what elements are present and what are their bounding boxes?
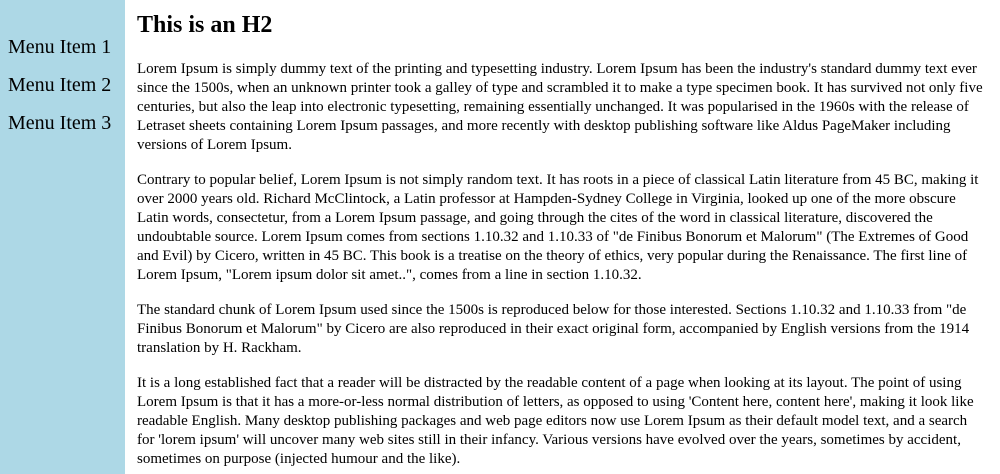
paragraph-standard-chunk: The standard chunk of Lorem Ipsum used since the 1500s is reproduced below for those interested. Sections 1.10.32 and 1.10.33 from "de Finibus Bonorum et Malorum" by Cicero are also reproduced in their exact original form, accompanied by English versions from the 1914 translation by H. Rackham. — [137, 302, 970, 356]
sidebar-item-menu-item-2[interactable]: Menu Item 2 — [8, 74, 112, 96]
sidebar-menu — [0, 0, 125, 474]
page-title: This is an H2 — [137, 12, 273, 38]
paragraph-contrary-to-belief: Contrary to popular belief, Lorem Ipsum is not simply random text. It has roots in a piece of classical Latin literature from 45 BC, making it over 2000 years old. Richard McClintock, a Latin professor at Hampden-Sydney College in Virginia, looked up one of the more obscure Latin words, consectetur, from a Lorem Ipsum passage, and going through the cites of the word in classical literature, discovered the undoubtable source. Lorem Ipsum comes from sections 1.10.32 and 1.10.33 of "de Finibus Bonorum et Malorum" (The Extremes of Good and Evil) by Cicero, written in 45 BC. This book is a treatise on the theory of ethics, very popular during the Renaissance. The first line of Lorem Ipsum, "Lorem ipsum dolor sit amet..", comes from a line in section 1.10.32. — [137, 172, 979, 283]
paragraph-lorem-intro: Lorem Ipsum is simply dummy text of the printing and typesetting industry. Lorem Ipsum has been the industry's standard dummy text ever since the 1500s, when an unknown printer took a galley of type and scrambled it to make a type specimen book. It has survived not only five centuries, but also the leap into electronic typesetting, remaining essentially unchanged. It was popularised in the 1960s with the release of Letraset sheets containing Lorem Ipsum passages, and more recently with desktop publishing software like Aldus PageMaker including versions of Lorem Ipsum. — [137, 61, 983, 153]
sidebar-item-menu-item-3[interactable]: Menu Item 3 — [8, 112, 112, 134]
paragraph-long-established-fact: It is a long established fact that a reader will be distracted by the readable content of a page when looking at its layout. The point of using Lorem Ipsum is that it has a more-or-less normal distribution of letters, as opposed to using 'Content here, content here', making it look like readable English. Many desktop publishing packages and web page editors now use Lorem Ipsum as their default model text, and a search for 'lorem ipsum' will uncover many web sites still in their infancy. Various versions have evolved over the years, sometimes by accident, sometimes on purpose (injected humour and the like). — [137, 375, 974, 467]
sidebar-item-menu-item-1[interactable]: Menu Item 1 — [8, 36, 112, 58]
content-area — [137, 0, 985, 474]
